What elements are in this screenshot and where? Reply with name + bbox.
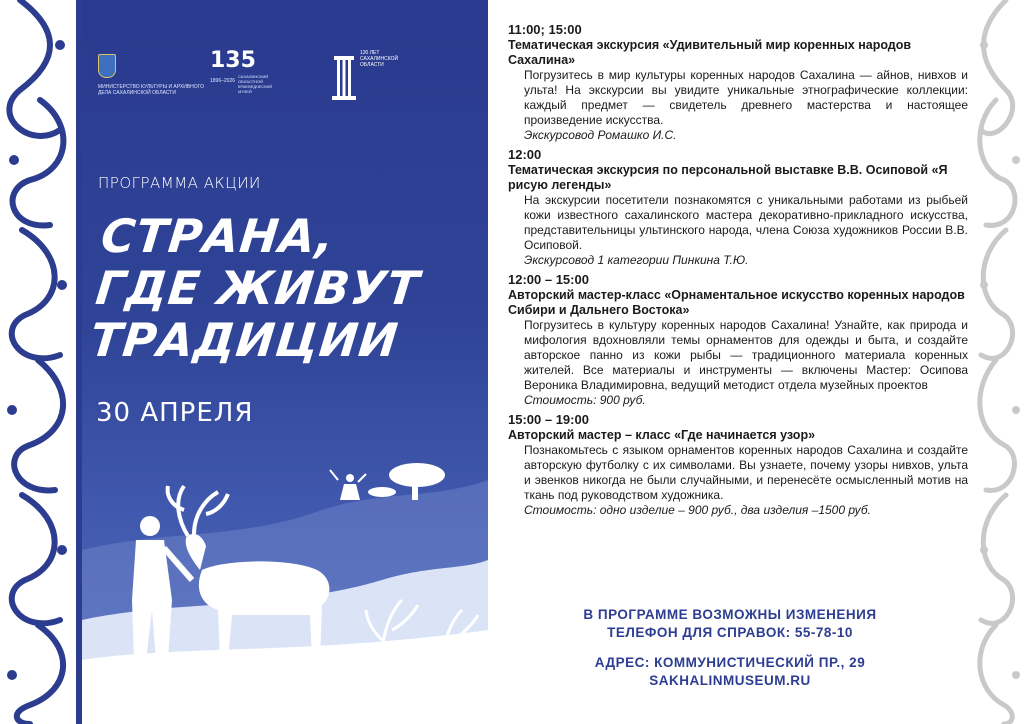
event-time: 12:00	[508, 147, 542, 162]
ministry-logo	[98, 54, 204, 104]
title-line: ГДЕ ЖИВУТ	[93, 261, 423, 315]
museum-number: 135	[210, 48, 256, 73]
website-link[interactable]: SAKHALINMUSEUM.RU	[649, 673, 811, 688]
event-title: Тематическая экскурсия «Удивительный мир коренных народов Сахалина»	[508, 38, 912, 67]
museum-text: САХАЛИНСКИЙ ОБЛАСТНОЙ КРАЕВЕДЧЕСКИЙ МУЗЕЙ	[238, 74, 273, 94]
changes-notice: В ПРОГРАММЕ ВОЗМОЖНЫ ИЗМЕНЕНИЯ	[583, 607, 877, 622]
ornament-pattern-right	[976, 0, 1024, 724]
logo-bar	[98, 44, 478, 114]
event-description: Погрузитесь в мир культуры коренных народов Сахалина — айнов, нивхов и ульта! На экскурсии вы увидите уникальные этнографические коллекции: каждый предмет — свидетель древнего мастерства и настоящее произведение искусства.	[524, 68, 968, 127]
museum-135-logo	[210, 48, 273, 104]
footer-spacer	[520, 642, 940, 654]
poster-title	[88, 210, 484, 366]
column-icon	[330, 52, 358, 102]
coat-of-arms-icon	[98, 54, 116, 78]
event-item	[508, 22, 968, 143]
ministry-text: МИНИСТЕРСТВО КУЛЬТУРЫ И АРХИВНОГО ДЕЛА САХАЛИНСКОЙ ОБЛАСТИ	[98, 84, 204, 96]
museum-years: 1896–2026	[210, 78, 236, 84]
event-item	[508, 412, 968, 518]
ornament-pattern-left	[0, 0, 82, 724]
event-item	[508, 147, 968, 268]
event-note: Экскурсовод Ромашко И.С.	[524, 128, 677, 142]
event-time: 15:00 – 19:00	[508, 412, 589, 427]
event-note: Стоимость: одно изделие – 900 руб., два изделия –1500 руб.	[524, 503, 871, 517]
event-title: Тематическая экскурсия по персональной выставке В.В. Осиповой «Я рисую легенды»	[508, 163, 948, 192]
anniversary-text: 130 ЛЕТ САХАЛИНСКОЙ ОБЛАСТИ	[360, 50, 399, 68]
event-note: Экскурсовод 1 категории Пинкина Т.Ю.	[524, 253, 749, 267]
event-time: 12:00 – 15:00	[508, 272, 589, 287]
title-line: ТРАДИЦИИ	[87, 313, 402, 367]
reindeer-scene-illustration	[82, 430, 488, 724]
event-description: Познакомьтесь с языком орнаментов коренных народов Сахалина и создайте авторскую футболку с их символами. Вы узнаете, почему узоры нивхов, ульта и эвенков никогда не были случайными, и перенесёте осмысленный мотив на ткань под руководством художника.	[524, 443, 968, 502]
poster-panel	[82, 0, 488, 724]
anniversary-130-logo	[330, 44, 410, 108]
footer-info	[520, 606, 940, 690]
event-title: Авторский мастер-класс «Орнаментальное искусство коренных народов Сибири и Дальнего Востока»	[508, 288, 965, 317]
event-title: Авторский мастер – класс «Где начинается узор»	[508, 428, 816, 442]
right-ornament-border	[976, 0, 1024, 724]
event-description: На экскурсии посетители познакомятся с уникальными работами из рыбьей кожи известного сахалинского мастера декоративно-прикладного искусства, представительницы ультинского народа, члена Союза художников России В.В. Осиповой.	[524, 193, 968, 252]
left-ornament-border	[0, 0, 82, 724]
event-date: 30 АПРЕЛЯ	[96, 398, 254, 428]
event-time: 11:00; 15:00	[508, 22, 582, 37]
event-description: Погрузитесь в культуру коренных народов Сахалина! Узнайте, как природа и мифология вдохновляли темы орнаментов для одежды и быта, и создайте авторское панно из кожи рыбы — традиционного материала коренных жителей. Все материалы и инструменты — включены Мастер: Осипова Вероника Владимировна, ведущий методист отдела музейных проектов	[524, 318, 968, 392]
phone-line: ТЕЛЕФОН ДЛЯ СПРАВОК: 55-78-10	[607, 625, 853, 640]
program-schedule	[508, 22, 968, 522]
title-line: СТРАНА,	[98, 209, 338, 263]
program-label: ПРОГРАММА АКЦИИ	[98, 174, 261, 192]
address-line: АДРЕС: КОММУНИСТИЧЕСКИЙ ПР., 29	[594, 655, 866, 670]
event-item	[508, 272, 968, 408]
event-note: Стоимость: 900 руб.	[524, 393, 646, 407]
